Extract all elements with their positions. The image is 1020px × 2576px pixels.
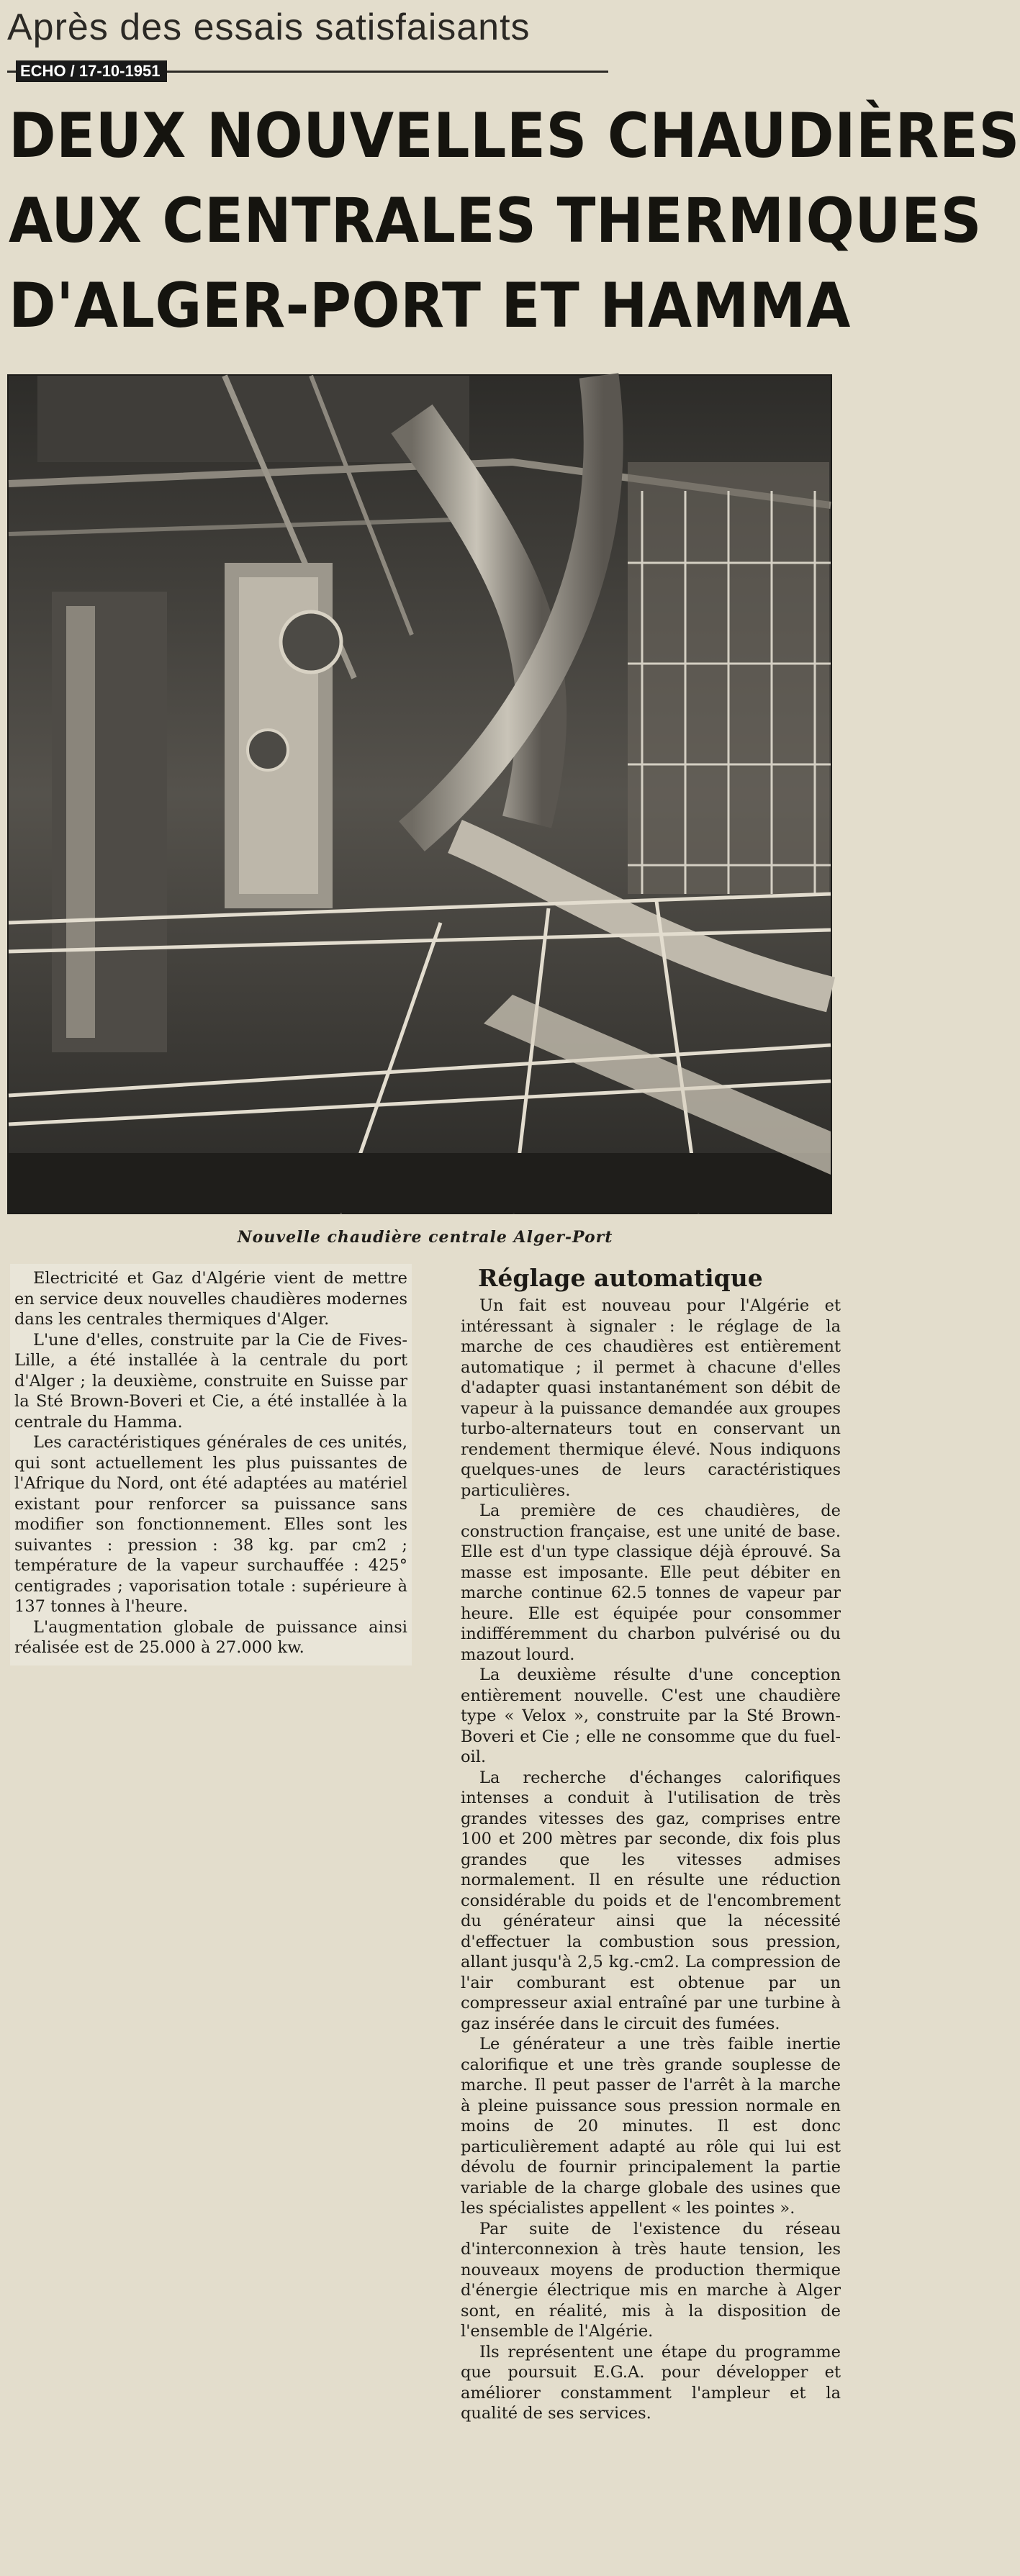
headline-line-1: DEUX NOUVELLES CHAUDIÈRES — [9, 100, 1020, 172]
right-column — [461, 1264, 841, 2424]
right-paragraph-5: Le générateur a une très faible inertie calorifique et une très grande souplesse de marche. Il peut passer de l'arrêt à la marche à pleine puissance sous pression normale en moins de 20 minutes. Il est donc particulièrement adapté au rôle qui lui est dévolu de fournir principalement la partie variable de la charge globale des usines que les spécialistes appellent « les pointes ». — [461, 2035, 841, 2218]
left-paragraph-1: Electricité et Gaz d'Algérie vient de mettre en service deux nouvelles chaudières modernes dans les centrales thermiques d'Alger. — [14, 1269, 407, 1329]
kicker-heading: Après des essais satisfaisants — [7, 6, 531, 48]
right-paragraph-4: La recherche d'échanges calorifiques intenses a conduit à l'utilisation de très grandes vitesses des gaz, comprises entre 100 et 200 mètres par seconde, dix fois plus grandes que les vitesses admises normalement. Il en résulte une réduction considérable du poids et de l'encombrement du générateur ainsi que la nécessité d'effectuer la combustion sous pression, allant jusqu'à 2,5 kg.-cm2. La compression de l'air comburant est obtenue par un compresseur axial entraîné par une turbine à gaz insérée dans le circuit des fumées. — [461, 1768, 841, 2033]
left-paragraph-3: Les caractéristiques générales de ces unités, qui sont actuellement les plus puissantes de l'Afrique du Nord, ont été adaptées au matériel existant pour renforcer sa puissance sans modifier son fonctionnement. Elles sont les suivantes : pression : 38 kg. par cm2 ; température de la vapeur surchauffée : 425° centigrades ; vaporisation totale : supérieure à 137 tonnes à l'heure. — [14, 1433, 407, 1616]
headline-line-3: D'ALGER-PORT ET HAMMA — [9, 270, 851, 342]
left-paragraph-2: L'une d'elles, construite par la Cie de Fives-Lille, a été installée à la centrale du port d'Alger ; la deuxième, construite en Suisse par la Sté Brown-Boveri et Cie, a été installée à la centrale du Hamma. — [14, 1330, 407, 1432]
subhead-reglage: Réglage automatique — [478, 1264, 763, 1292]
right-paragraph-2: La première de ces chaudières, de construction française, est une unité de base. Elle est d'un type classique déjà éprouvé. Sa masse est imposante. Elle peut débiter en marche continue 62.5 tonnes de vapeur par heure. Elle est équipée pour consommer indifféremment du charbon pulvérisé ou du mazout lourd. — [461, 1501, 841, 1664]
right-paragraph-6: Par suite de l'existence du réseau d'interconnexion à très haute tension, les nouveaux moyens de production thermique d'énergie électrique mis en marche à Alger sont, en réalité, mis à la disposition de l'ensemble de l'Algérie. — [461, 2219, 841, 2341]
right-paragraph-3: La deuxième résulte d'une conception entièrement nouvelle. C'est une chaudière type « Velox », construite par la Sté Brown-Boveri et Cie ; elle ne consomme que du fuel-oil. — [461, 1666, 841, 1766]
headline — [9, 94, 1020, 348]
left-paragraph-4: L'augmentation globale de puissance ainsi réalisée est de 25.000 à 27.000 kw. — [14, 1617, 407, 1657]
boiler-photo — [7, 374, 832, 1214]
left-column — [10, 1264, 412, 1666]
right-paragraph-7: Ils représentent une étape du programme que poursuit E.G.A. pour développer et améliorer constamment l'ampleur et la qualité de ses services. — [461, 2342, 841, 2423]
source-tag: ECHO / 17-10-1951 — [16, 60, 167, 82]
photo-caption: Nouvelle chaudière centrale Alger-Port — [237, 1228, 613, 1247]
headline-line-2: AUX CENTRALES THERMIQUES — [9, 185, 982, 257]
boiler-photo-icon — [9, 376, 831, 1213]
right-paragraph-1: Un fait est nouveau pour l'Algérie et intéressant à signaler : le réglage de la marche de ces chaudières est entièrement automatique ; il permet à chacune d'elles d'adapter quasi instantanément son débit de vapeur à la puissance demandée aux groupes turbo-alternateurs tout en conservant un rendement thermique élevé. Nous indiquons quelques-unes de leurs caractéristiques particulières. — [461, 1296, 841, 1500]
